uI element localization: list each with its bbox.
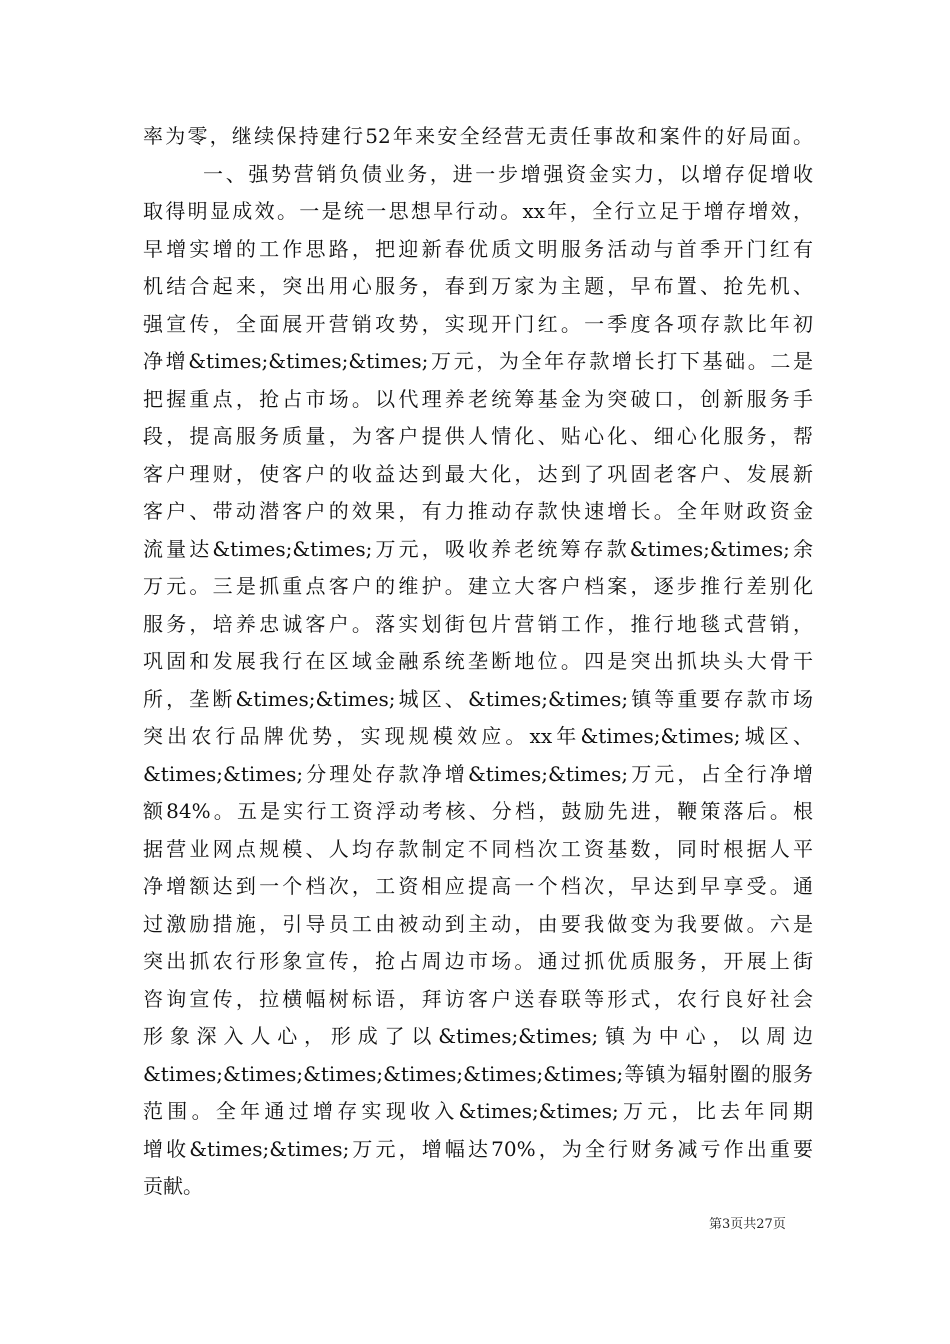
text-line: 机结合起来，突出用心服务，春到万家为主题，早布置、抢先机、: [143, 274, 813, 298]
text-line: 服务，培养忠诚客户。落实划街包片营销工作，推行地毯式营销，: [143, 611, 813, 636]
body-text: [143, 118, 813, 1206]
text-line: 客户理财，使客户的收益达到最大化，达到了巩固老客户、发展新: [143, 461, 813, 486]
text-line: 率为零，继续保持建行52年来安全经营无责任事故和案件的好局面。: [143, 124, 813, 148]
text-line: 巩固和发展我行在区域金融系统垄断地位。四是突出抓块头大骨干: [143, 649, 813, 673]
text-line: 一、强势营销负债业务，进一步增强资金实力，以增存促增收: [203, 161, 813, 186]
text-line: 把握重点，抢占市场。以代理养老统筹基金为突破口，创新服务手: [143, 386, 813, 411]
text-line: &times;&times;&times;&times;&times;&times;等镇为辐射圈的服务: [143, 1061, 813, 1086]
text-line: 净增额达到一个档次，工资相应提高一个档次，早达到早享受。通: [143, 874, 813, 898]
text-line: 取得明显成效。一是统一思想早行动。xx年，全行立足于增存增效，: [143, 199, 813, 223]
text-line: 贡献。: [143, 1174, 203, 1198]
text-line: 段，提高服务质量，为客户提供人情化、贴心化、细心化服务，帮: [143, 424, 813, 448]
text-line: 流量达&times;&times;万元，吸收养老统筹存款&times;&times;余: [143, 536, 813, 561]
text-line: 突出抓农行形象宣传，抢占周边市场。通过抓优质服务，开展上街: [143, 949, 813, 973]
text-line: 万元。三是抓重点客户的维护。建立大客户档案，逐步推行差别化: [143, 574, 813, 598]
text-line: 增收&times;&times;万元，增幅达70%，为全行财务减亏作出重要: [143, 1136, 813, 1161]
page-number: 第3页共27页: [709, 1217, 786, 1232]
text-line: &times;&times;分理处存款净增&times;&times;万元，占全行净增: [143, 761, 813, 786]
text-line: 额84%。五是实行工资浮动考核、分档，鼓励先进，鞭策落后。根: [143, 799, 813, 823]
text-line: 范围。全年通过增存实现收入&times;&times;万元，比去年同期: [143, 1099, 813, 1123]
text-line: 早增实增的工作思路，把迎新春优质文明服务活动与首季开门红有: [143, 236, 813, 261]
text-line: 突出农行品牌优势，实现规模效应。xx年&times;&times;城区、: [143, 724, 813, 748]
text-line: 强宣传，全面展开营销攻势，实现开门红。一季度各项存款比年初: [143, 311, 813, 336]
text-line: 客户、带动潜客户的效果，有力推动存款快速增长。全年财政资金: [143, 499, 813, 523]
text-line: 净增&times;&times;&times;万元，为全年存款增长打下基础。二是: [143, 349, 813, 373]
text-line: 形象深入人心，形成了以&times;&times;镇为中心，以周边: [143, 1024, 813, 1048]
text-line: 所，垄断&times;&times;城区、&times;&times;镇等重要存款市场: [143, 686, 813, 711]
text-line: 过激励措施，引导员工由被动到主动，由要我做变为我要做。六是: [143, 911, 813, 936]
text-line: 咨询宣传，拉横幅树标语，拜访客户送春联等形式，农行良好社会: [143, 986, 813, 1011]
text-line: 据营业网点规模、人均存款制定不同档次工资基数，同时根据人平: [143, 836, 813, 861]
